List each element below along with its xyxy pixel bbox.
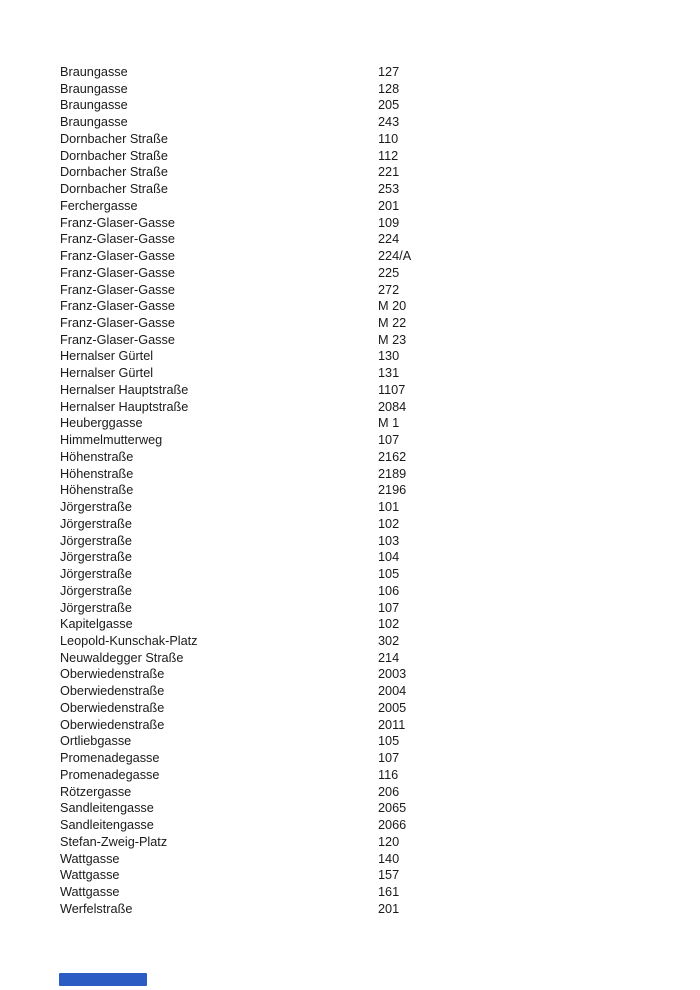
street-name: Himmelmutterweg	[60, 433, 163, 448]
street-name: Leopold-Kunschak-Platz	[60, 633, 198, 648]
address-row	[60, 583, 660, 600]
address-row	[60, 365, 660, 382]
address-row	[60, 533, 660, 550]
house-number: 110	[378, 131, 399, 146]
house-number: 2003	[378, 667, 407, 682]
street-name: Stefan-Zweig-Platz	[60, 834, 168, 849]
house-number: 128	[378, 81, 400, 96]
house-number: 2004	[378, 684, 407, 699]
house-number: 161	[378, 884, 400, 899]
address-row	[60, 97, 660, 114]
address-row	[60, 784, 660, 801]
house-number: 2005	[378, 700, 407, 715]
address-row	[60, 750, 660, 767]
street-name: Braungasse	[60, 115, 128, 130]
house-number: 225	[378, 265, 400, 280]
house-number: 243	[378, 115, 400, 130]
address-row	[60, 181, 660, 198]
street-name: Oberwiedenstraße	[60, 667, 165, 682]
house-number: 157	[378, 868, 400, 883]
house-number: 2162	[378, 449, 407, 464]
address-row	[60, 399, 660, 416]
house-number: 140	[378, 851, 400, 866]
address-row	[60, 700, 660, 717]
street-name: Wattgasse	[60, 868, 120, 883]
street-name: Braungasse	[60, 81, 128, 96]
house-number: 107	[378, 433, 400, 448]
street-name: Höhenstraße	[60, 449, 134, 464]
house-number: 1107	[378, 382, 406, 397]
house-number: 224/A	[378, 249, 412, 264]
address-row	[60, 81, 660, 98]
street-name: Kapitelgasse	[60, 617, 133, 632]
house-number: 221	[378, 165, 400, 180]
street-name: Ferchergasse	[60, 198, 138, 213]
footer-link-bar[interactable]	[59, 973, 147, 986]
address-row	[60, 549, 660, 566]
street-name: Oberwiedenstraße	[60, 700, 165, 715]
street-name: Franz-Glaser-Gasse	[60, 265, 175, 280]
street-name: Sandleitengasse	[60, 801, 154, 816]
address-row	[60, 666, 660, 683]
address-row	[60, 566, 660, 583]
street-name: Oberwiedenstraße	[60, 684, 165, 699]
house-number: 127	[378, 65, 400, 79]
street-name: Franz-Glaser-Gasse	[60, 282, 175, 297]
house-number: 102	[378, 617, 400, 632]
house-number: 214	[378, 650, 400, 665]
address-row	[60, 231, 660, 248]
address-row	[60, 415, 660, 432]
house-number: 302	[378, 633, 400, 648]
street-name: Jörgerstraße	[60, 600, 132, 615]
address-row	[60, 633, 660, 650]
house-number: 2196	[378, 483, 407, 498]
address-row	[60, 600, 660, 617]
address-list	[60, 64, 660, 917]
house-number: 2065	[378, 801, 407, 816]
street-name: Werfelstraße	[60, 901, 133, 916]
address-row	[60, 733, 660, 750]
address-row	[60, 683, 660, 700]
house-number: 102	[378, 516, 400, 531]
house-number: 103	[378, 533, 400, 548]
street-name: Dornbacher Straße	[60, 148, 168, 163]
street-name: Promenadegasse	[60, 751, 160, 766]
house-number: M 20	[378, 299, 407, 314]
street-name: Jörgerstraße	[60, 500, 132, 515]
house-number: 201	[378, 901, 400, 916]
address-row	[60, 298, 660, 315]
house-number: 201	[378, 198, 400, 213]
street-name: Hernalser Hauptstraße	[60, 399, 189, 414]
address-row	[60, 800, 660, 817]
house-number: M 22	[378, 316, 407, 331]
address-row	[60, 449, 660, 466]
house-number: 112	[378, 148, 399, 163]
address-row	[60, 466, 660, 483]
address-row	[60, 616, 660, 633]
house-number: 253	[378, 182, 400, 197]
house-number: 105	[378, 567, 400, 582]
street-name: Hernalser Gürtel	[60, 366, 154, 381]
street-name: Sandleitengasse	[60, 818, 154, 833]
street-name: Jörgerstraße	[60, 567, 132, 582]
house-number: 2066	[378, 818, 407, 833]
address-row	[60, 884, 660, 901]
address-row	[60, 215, 660, 232]
street-name: Heuberggasse	[60, 416, 143, 431]
house-number: 107	[378, 600, 400, 615]
house-number: 116	[378, 767, 399, 782]
address-row	[60, 767, 660, 784]
address-row	[60, 382, 660, 399]
street-name: Neuwaldegger Straße	[60, 650, 184, 665]
address-row	[60, 650, 660, 667]
house-number: 106	[378, 583, 400, 598]
house-number: 224	[378, 232, 400, 247]
address-row	[60, 282, 660, 299]
address-row	[60, 834, 660, 851]
house-number: 130	[378, 349, 400, 364]
address-row	[60, 248, 660, 265]
house-number: 120	[378, 834, 400, 849]
street-name: Hernalser Hauptstraße	[60, 382, 189, 397]
address-row	[60, 901, 660, 918]
street-name: Franz-Glaser-Gasse	[60, 299, 175, 314]
street-name: Jörgerstraße	[60, 516, 132, 531]
house-number: M 1	[378, 416, 400, 431]
street-name: Braungasse	[60, 65, 128, 79]
address-row	[60, 64, 660, 81]
address-row	[60, 499, 660, 516]
street-name: Dornbacher Straße	[60, 131, 168, 146]
street-name: Jörgerstraße	[60, 533, 132, 548]
street-name: Franz-Glaser-Gasse	[60, 316, 175, 331]
address-row	[60, 114, 660, 131]
street-name: Hernalser Gürtel	[60, 349, 154, 364]
street-name: Jörgerstraße	[60, 583, 132, 598]
street-name: Dornbacher Straße	[60, 165, 168, 180]
street-name: Franz-Glaser-Gasse	[60, 332, 175, 347]
street-name: Promenadegasse	[60, 767, 160, 782]
address-row	[60, 148, 660, 165]
street-name: Jörgerstraße	[60, 550, 132, 565]
street-name: Rötzergasse	[60, 784, 132, 799]
street-name: Höhenstraße	[60, 466, 134, 481]
address-row	[60, 265, 660, 282]
street-name: Franz-Glaser-Gasse	[60, 232, 175, 247]
address-row	[60, 867, 660, 884]
address-row	[60, 516, 660, 533]
house-number: 2011	[378, 717, 406, 732]
house-number: 2084	[378, 399, 407, 414]
house-number: 206	[378, 784, 400, 799]
house-number: 101	[378, 500, 400, 515]
address-row	[60, 131, 660, 148]
house-number: M 23	[378, 332, 407, 347]
street-name: Franz-Glaser-Gasse	[60, 215, 175, 230]
house-number: 205	[378, 98, 400, 113]
house-number: 2189	[378, 466, 407, 481]
address-row	[60, 817, 660, 834]
address-row	[60, 198, 660, 215]
address-row	[60, 851, 660, 868]
street-name: Dornbacher Straße	[60, 182, 168, 197]
street-name: Franz-Glaser-Gasse	[60, 249, 175, 264]
street-name: Wattgasse	[60, 884, 120, 899]
street-name: Ortliebgasse	[60, 734, 132, 749]
house-number: 104	[378, 550, 400, 565]
house-number: 109	[378, 215, 400, 230]
address-row	[60, 482, 660, 499]
street-name: Braungasse	[60, 98, 128, 113]
street-name: Wattgasse	[60, 851, 120, 866]
address-row	[60, 315, 660, 332]
address-row	[60, 348, 660, 365]
address-row	[60, 432, 660, 449]
address-row	[60, 164, 660, 181]
house-number: 131	[378, 366, 400, 381]
address-row	[60, 332, 660, 349]
house-number: 272	[378, 282, 400, 297]
street-name: Oberwiedenstraße	[60, 717, 165, 732]
house-number: 105	[378, 734, 400, 749]
address-row	[60, 717, 660, 734]
street-name: Höhenstraße	[60, 483, 134, 498]
house-number: 107	[378, 751, 400, 766]
